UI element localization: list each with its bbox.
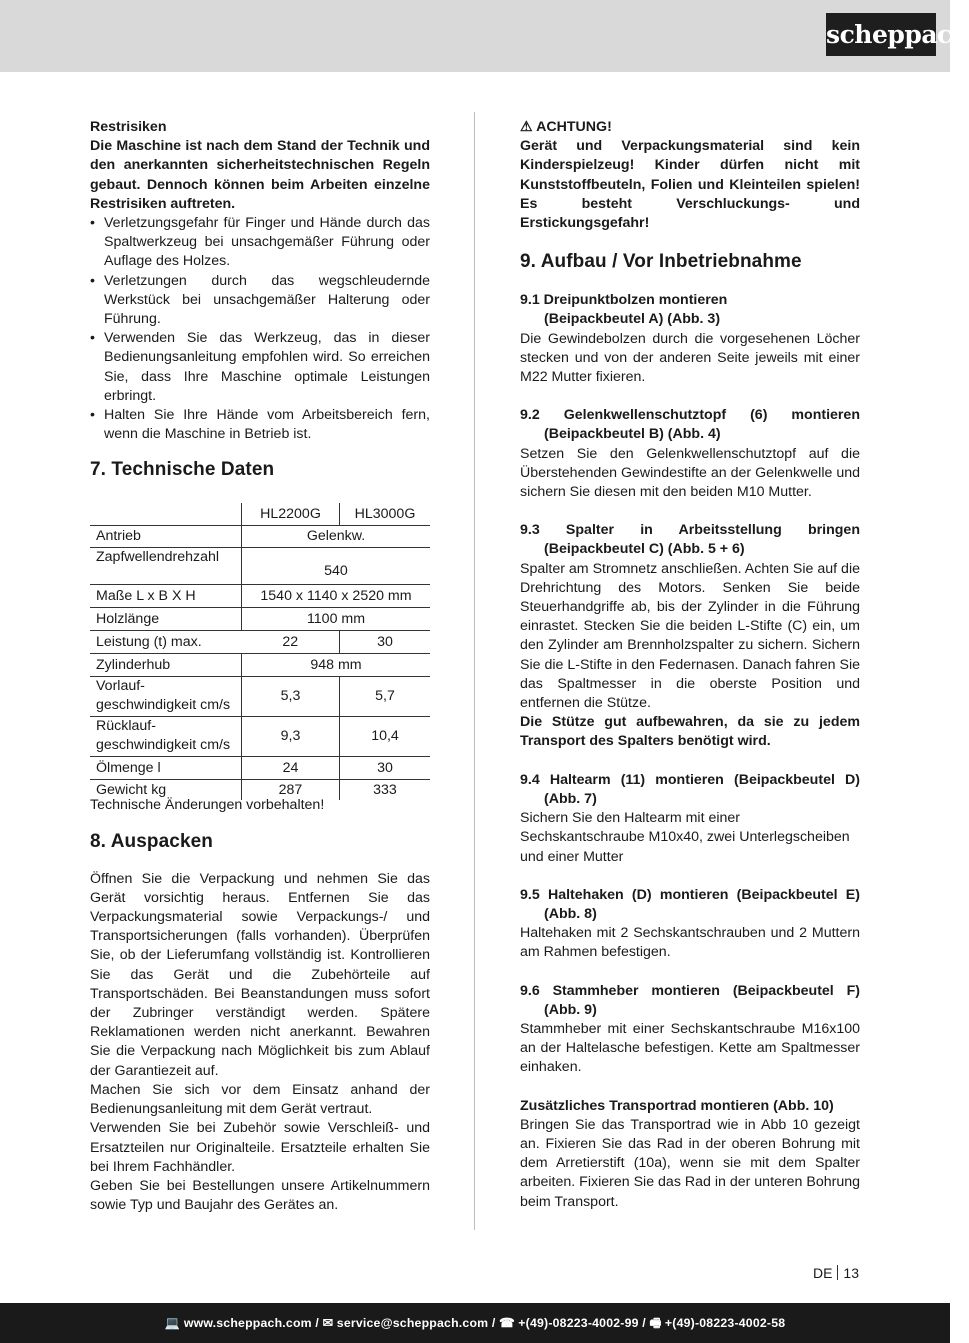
subsection-note: Die Stütze gut aufbewahren, da sie zu jedem Transport des Spalters benötigt wird.: [520, 714, 860, 750]
page-number: [813, 1265, 859, 1281]
subsection-text: Die Gewindebolzen durch die vorgesehenen Löcher stecken und von der anderen Seite jeweils mit einer M22 Mutter fixieren.: [520, 330, 860, 386]
subsection-subtitle: (Beipackbeutel B) (Abb. 4): [544, 426, 721, 443]
tech-heading: 7. Technische Daten: [90, 459, 275, 481]
subsection-title: 9.5 Haltehaken (D) montieren (Beipackbeutel E): [520, 886, 860, 903]
table-cell: 1540 x 1140 x 2520 mm: [242, 584, 431, 607]
table-cell: 333: [373, 782, 397, 799]
list-item: • Verwenden Sie das Werkzeug, das in dieser Bedienungsanleitung empfohlen wird. So erreichen Sie, dass Ihre Maschine optimale Leistungen erbringt.: [90, 329, 430, 406]
header-bar: [0, 0, 969, 72]
risk-list: [90, 214, 430, 444]
warning-text: Gerät und Verpackungsmaterial sind kein Kinderspielzeug! Kinder dürfen nicht mit Kunststoffbeuteln, Folien und Kleinteilen spielen! Es besteht Verschluckungs- und Erstickungsgefahr!: [520, 138, 860, 232]
footer-bar: [0, 1303, 950, 1343]
risk-intro: Die Maschine ist nach dem Stand der Technik und den anerkannten sicherheitstechnischen Regeln gebaut. Dennoch können beim Arbeiten einzelne Restrisiken auftreten.: [90, 138, 430, 212]
tech-note: Technische Änderungen vorbehalten!: [90, 797, 325, 814]
subsection-text: Spalter am Stromnetz anschließen. Achten Sie auf die Drehrichtung des Motors. Senken Sie beide Steuerhandgriffe ab, bis der Zylinder in die Führung einrastet. Stecken Sie die beiden L-Stifte (C) ein, um den Zylinder am Brennholzspalter zu sichern. Sichern Sie die L-Stifte in den Federnasen. Danach fahren Sie das Spaltmesser in die oberste Position und entfernen die Stütze.: [520, 560, 860, 712]
table-cell: 1100 mm: [242, 607, 431, 630]
subsection-subtitle: (Abb. 7): [544, 790, 597, 807]
table-row-label: Antrieb: [90, 525, 242, 547]
subsection-text: Bringen Sie das Transportrad wie in Abb 10 gezeigt an. Fixieren Sie das Rad in der oberen Bohrung mit dem Arretierstift (10a), wenn sie mit dem Spalter arbeiten. Fixieren Sie das Rad in der unteren Bohrung beim Transport.: [520, 1116, 860, 1210]
unpack-paragraph: Verwenden Sie bei Zubehör sowie Verschleiß- und Ersatzteilen nur Originalteile. Ersatzteile erhalten Sie bei Ihrem Fachhändler.: [90, 1120, 430, 1175]
table-cell: 540: [242, 547, 431, 584]
table-cell: 22: [242, 630, 340, 653]
table-cell: 9,3: [242, 716, 340, 756]
table-cell: 948 mm: [242, 653, 431, 676]
page-separator: [837, 1265, 838, 1280]
table-row-label: Rücklauf- geschwindigkeit cm/s: [90, 716, 242, 756]
unpack-paragraph: Geben Sie bei Bestellungen unsere Artikelnummern sowie Typ und Baujahr des Gerätes an.: [90, 1177, 430, 1214]
subsection-subtitle: (Beipackbeutel C) (Abb. 5 + 6): [544, 541, 745, 558]
table-cell: 5,3: [242, 676, 340, 716]
table-cell: 24: [242, 756, 340, 779]
model-header: HL3000G: [340, 503, 431, 525]
tech-table: [90, 503, 430, 800]
subsection-title: 9.1 Dreipunktbolzen montieren: [520, 292, 728, 309]
footer-contact: 💻 www.scheppach.com / ✉ service@scheppach.com / ☎ +(49)-08223-4002-99 / 🖷 +(49)-08223-4002-58: [164, 1316, 786, 1330]
brand-logo: scheppach: [826, 13, 936, 56]
table-cell: 287: [242, 779, 340, 800]
table-cell: 5,7: [340, 676, 431, 716]
table-row-label: Gewicht kg: [90, 779, 242, 800]
table-row-label: Zapfwellendrehzahl: [90, 547, 242, 584]
subsection-subtitle: (Abb. 8): [544, 905, 597, 922]
list-item: • Halten Sie Ihre Hände vom Arbeitsbereich fern, wenn die Maschine in Betrieb ist.: [90, 406, 430, 444]
page-num: 13: [843, 1265, 859, 1281]
table-row-label: Leistung (t) max.: [90, 630, 242, 653]
table-row-label: Zylinderhub: [90, 653, 242, 676]
left-column: [90, 118, 430, 1215]
subsection-text: Stammheber mit einer Sechskantschraube M16x100 an der Haltelasche befestigen. Kette am Spaltmesser einhaken.: [520, 1020, 860, 1076]
table-cell: 10,4: [340, 716, 431, 756]
risk-title: Restrisiken: [90, 119, 167, 135]
list-item: • Verletzungen durch das wegschleudernde Werkstück bei unsachgemäßer Halterung oder Führung.: [90, 272, 430, 330]
table-row-label: Ölmenge l: [90, 756, 242, 779]
warning-title: ⚠ ACHTUNG!: [520, 119, 612, 135]
subsection-title: Zusätzliches Transportrad montieren (Abb. 10): [520, 1097, 834, 1114]
section-heading: 9. Aufbau / Vor Inbetriebnahme: [520, 251, 802, 273]
table-cell: 30: [340, 756, 431, 779]
subsection-text: Setzen Sie den Gelenkwellenschutztopf auf die Überstehenden Gewindestifte an der Gelenkwelle und sichern Sie diesen mit den beiden M10 Mutter.: [520, 445, 860, 501]
subsection-title: 9.6 Stammheber montieren (Beipackbeutel F): [520, 982, 860, 999]
subsection-subtitle: (Abb. 9): [544, 1001, 597, 1018]
subsection-subtitle: (Beipackbeutel A) (Abb. 3): [544, 311, 721, 328]
subsection-title: 9.3 Spalter in Arbeitsstellung bringen: [520, 522, 860, 539]
subsection-title: 9.2 Gelenkwellenschutztopf (6) montieren: [520, 407, 860, 424]
right-column: [520, 118, 860, 1212]
table-row-label: Vorlauf- geschwindigkeit cm/s: [90, 676, 242, 716]
list-item: • Verletzungsgefahr für Finger und Hände durch das Spaltwerkzeug bei unsachgemäßer Führung oder Auflage des Holzes.: [90, 214, 430, 272]
table-row-label: Holzlänge: [90, 607, 242, 630]
subsection-text: Sichern Sie den Haltearm mit einer Sechskantschraube M10x40, zwei Unterlegscheiben und einer Mutter: [520, 810, 850, 865]
table-row-label: Maße L x B X H: [90, 584, 242, 607]
column-divider: [474, 112, 475, 1230]
model-header: HL2200G: [242, 503, 340, 525]
table-cell: Gelenkw.: [242, 525, 431, 547]
unpack-paragraph: Öffnen Sie die Verpackung und nehmen Sie das Gerät vorsichtig heraus. Entfernen Sie das Verpackungsmaterial sowie Verpackungs-/ und Transportsicherungen (falls vorhanden). Überprüfen Sie, ob der Lieferumfang vollständig ist. Kontrollieren Sie das Gerät und die Zubehörteile auf Transportschäden. Bei Beanstandungen muss sofort der Zubringer verständigt werden. Spätere Reklamationen werden nicht anerkannt. Bewahren Sie die Verpackung nach Möglichkeit bis zum Ablauf der Garantiezeit auf.: [90, 870, 430, 1079]
unpack-heading: 8. Auspacken: [90, 830, 213, 852]
subsection-title: 9.4 Haltearm (11) montieren (Beipackbeutel D): [520, 771, 860, 788]
unpack-paragraph: Machen Sie sich vor dem Einsatz anhand der Bedienungsanleitung mit dem Gerät vertraut.: [90, 1081, 430, 1118]
table-cell: 30: [340, 630, 431, 653]
language-code: DE: [812, 1265, 833, 1281]
subsection-text: Haltehaken mit 2 Sechskantschrauben und 2 Muttern am Rahmen befestigen.: [520, 925, 860, 961]
